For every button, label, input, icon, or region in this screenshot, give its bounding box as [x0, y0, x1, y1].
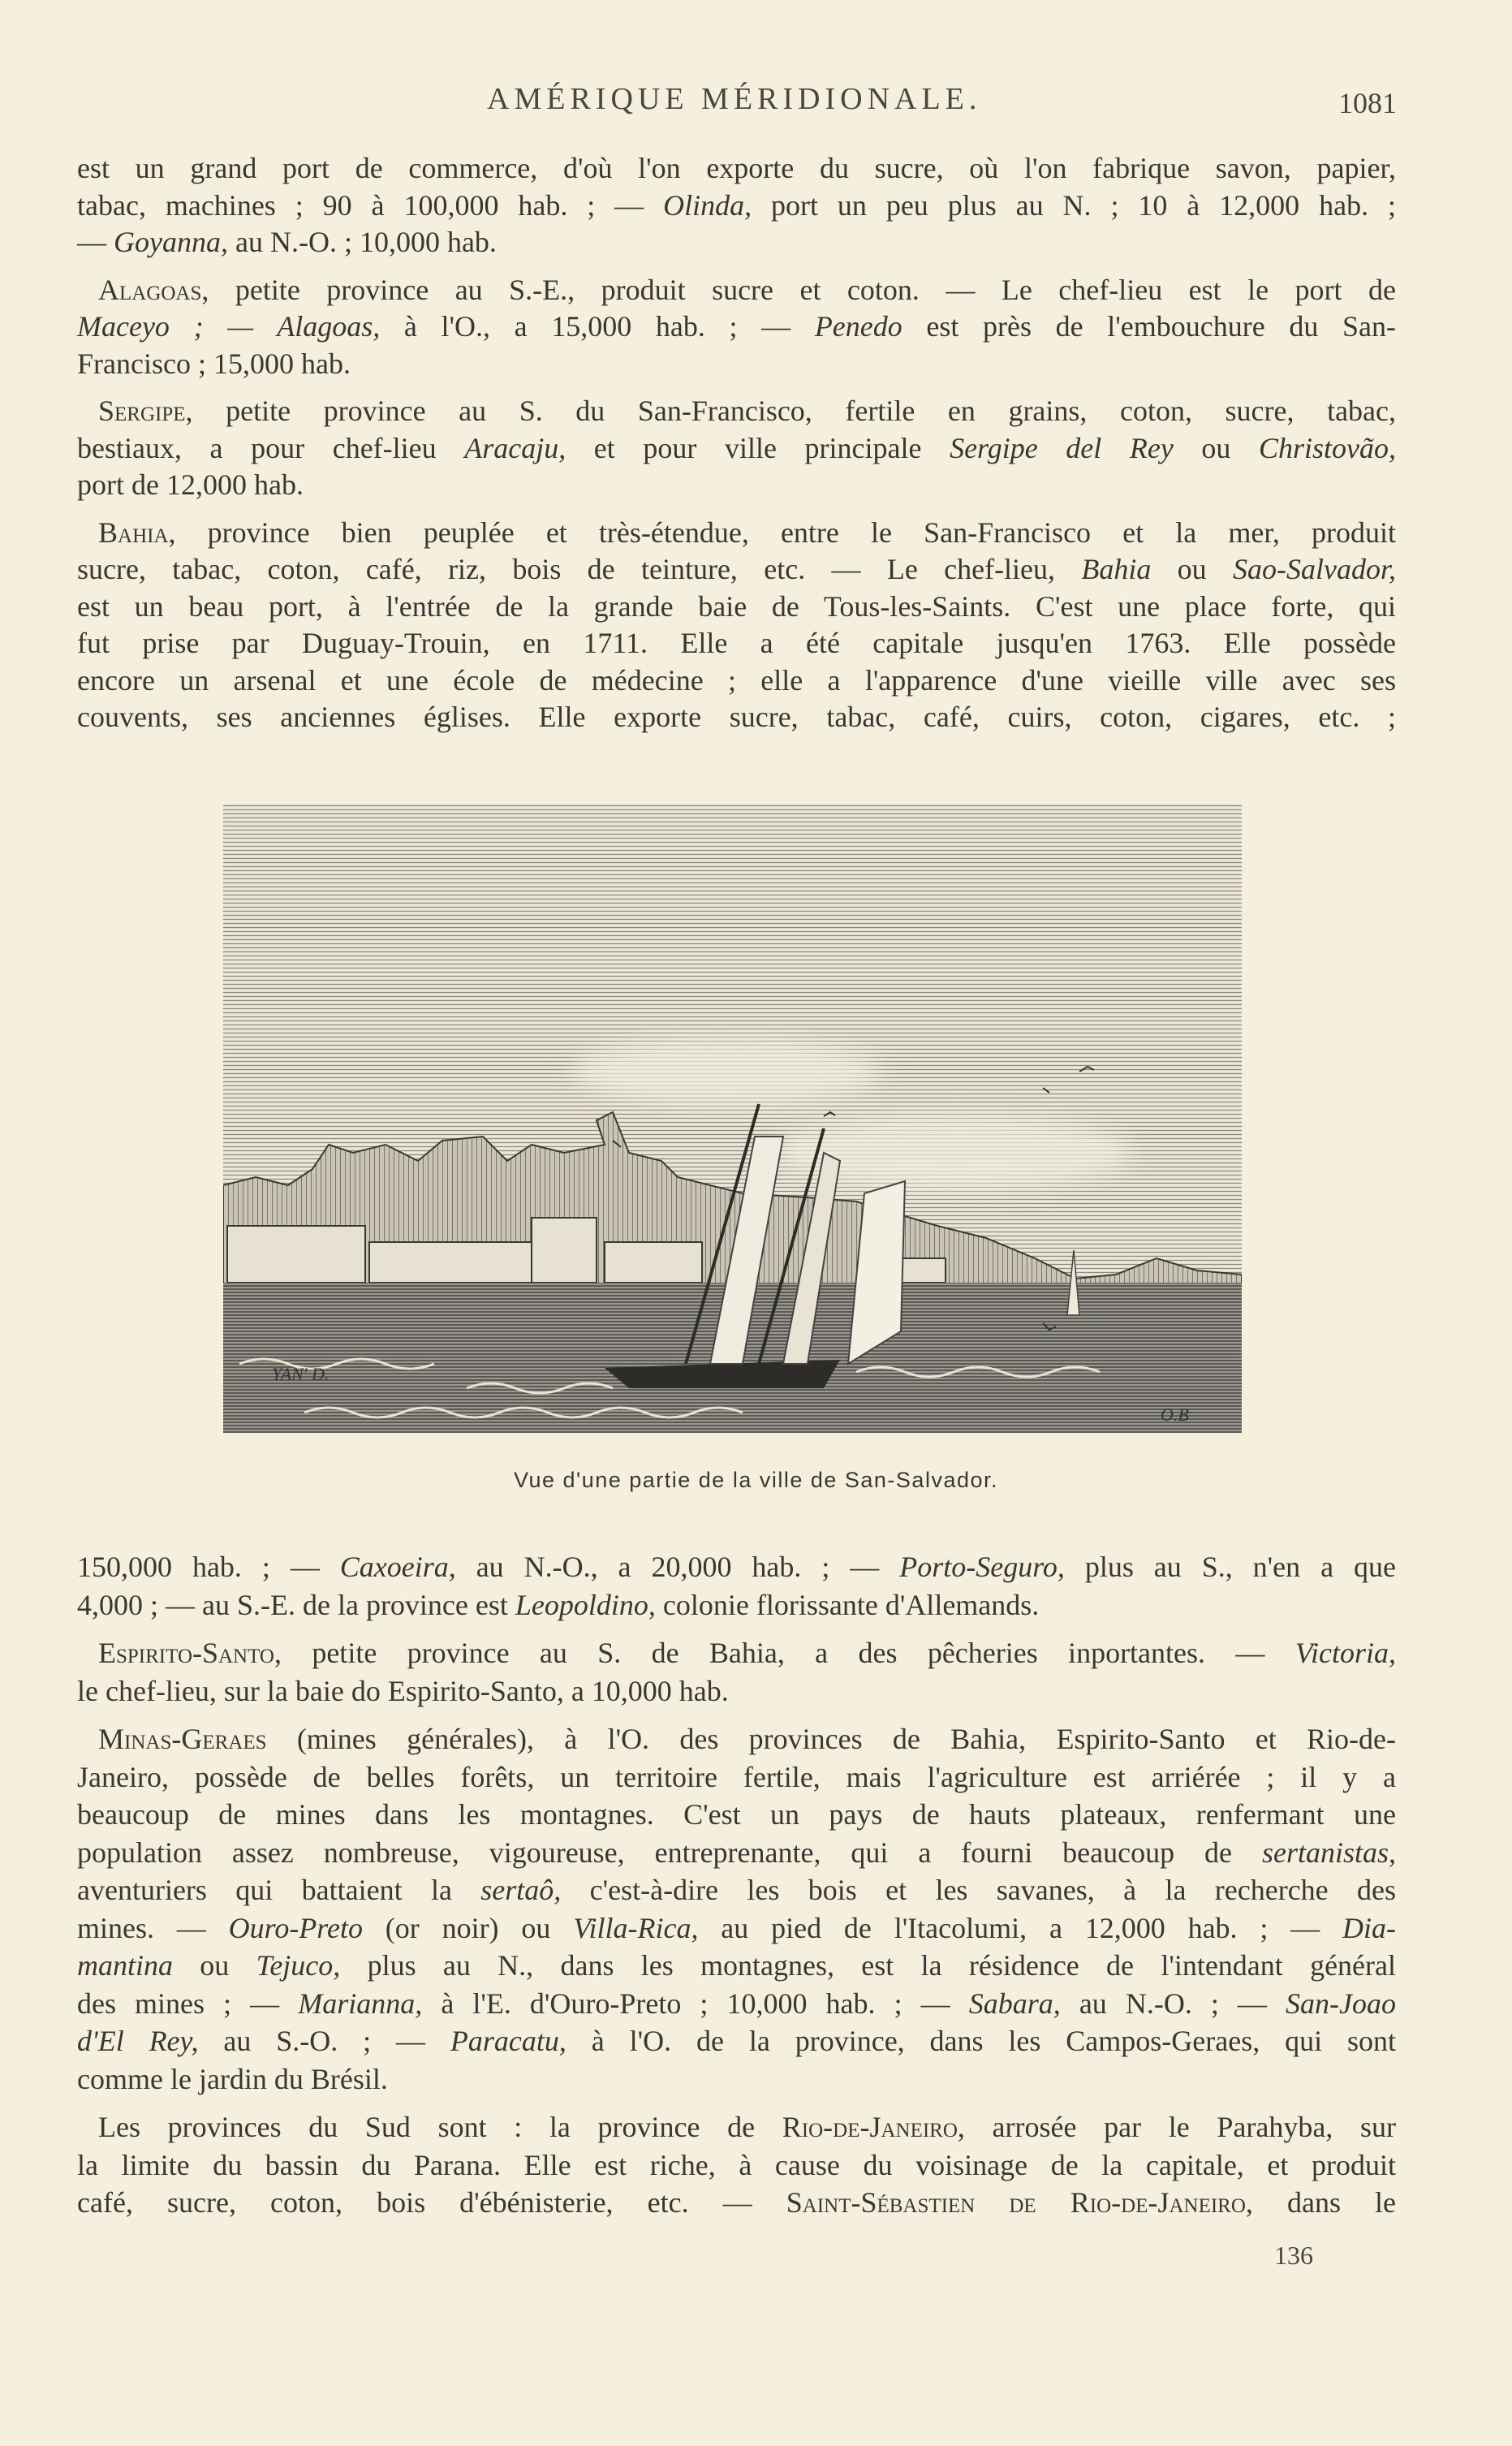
engraving-illustration [223, 804, 1242, 1433]
text-line [77, 393, 1396, 430]
text-run: au S.-O. ; — [198, 2025, 450, 2057]
text-run: , petite province au S. du San-Francisco, fertile en grains, coton, sucre, tabac, [185, 395, 1396, 427]
italic-place-name: Villa-Rica, [573, 1911, 699, 1944]
text-line [77, 625, 1396, 662]
text-run: colonie florissante d'Allemands. [655, 1588, 1040, 1621]
figure-caption: Vue d'une partie de la ville de San-Salvador. [513, 1468, 998, 1492]
text-run: Les provinces du Sud sont : la province de [98, 2111, 782, 2143]
text-run: des mines ; — [77, 1987, 299, 2020]
text-line [77, 515, 1396, 552]
text-line [77, 467, 1396, 504]
text-run: est un beau port, à l'entrée de la grande baie de Tous-les-Saints. C'est une place forte, qui [77, 589, 1396, 623]
italic-place-name: Bahia [1081, 553, 1152, 585]
italic-place-name: Goyanna, [114, 226, 228, 258]
text-run: 150,000 hab. ; — [77, 1551, 340, 1583]
text-line [77, 2146, 1396, 2185]
text-line [77, 1947, 1396, 1985]
text-run: est près de l'embouchure du San- [902, 310, 1396, 343]
text-run: ou [1151, 553, 1233, 585]
text-line [77, 1985, 1396, 2023]
text-run: à l'E. d'Ouro-Preto ; 10,000 hab. ; — [422, 1987, 969, 2020]
italic-place-name: Porto-Seguro, [899, 1551, 1065, 1583]
italic-place-name: Ouro-Preto [228, 1911, 363, 1944]
small-caps-province: Espirito-Santo [98, 1637, 274, 1669]
text-run: le chef-lieu, sur la baie do Espirito-Santo, a 10,000 hab. [77, 1674, 729, 1707]
text-run: , arrosée par le Parahyba, sur [957, 2111, 1396, 2143]
text-run: plus au N., dans les montagnes, est la résidence de l'intendant général [340, 1949, 1396, 1982]
text-line [77, 1672, 1396, 1710]
text-run: beaucoup de mines dans les montagnes. C'est un pays de hauts plateaux, renfermant une [77, 1798, 1396, 1831]
text-run: , province bien peuplée et très-étendue, entre le San-Francisco et la mer, produit [168, 516, 1396, 549]
text-run: couvents, ses anciennes églises. Elle exporte sucre, tabac, café, cuirs, coton, cigares, etc. ; [77, 701, 1396, 733]
italic-place-name: Marianna, [298, 1987, 423, 2020]
paragraph [77, 515, 1396, 736]
text-run: mines. — [77, 1911, 229, 1944]
text-run: — [77, 226, 114, 258]
small-caps-province: Bahia [98, 516, 169, 549]
paragraph [77, 272, 1396, 383]
text-line [77, 272, 1396, 309]
italic-place-name: Victoria, [1294, 1637, 1396, 1669]
italic-place-name: sertanistas, [1261, 1836, 1396, 1869]
text-run: au pied de l'Itacolumi, a 12,000 hab. ; — [698, 1911, 1342, 1944]
text-run: sucre, tabac, coton, café, riz, bois de teinture, etc. — Le chef-lieu, [77, 553, 1082, 585]
text-run: 4,000 ; — au S.-E. de la province est [77, 1588, 515, 1621]
text-run: port un peu plus au N. ; 10 à 12,000 hab. ; [752, 188, 1396, 222]
text-run: port de 12,000 hab. [77, 468, 304, 501]
text-line [77, 1871, 1396, 1909]
text-run: à l'O. de la province, dans les Campos-Geraes, qui sont [566, 2025, 1396, 2057]
paragraph [77, 1634, 1396, 1710]
paragraph [77, 2108, 1396, 2222]
text-run: au N.-O., a 20,000 hab. ; — [455, 1551, 900, 1583]
text-run: Francisco ; 15,000 hab. [77, 347, 351, 380]
page-number: 1081 [1338, 87, 1397, 119]
text-run: , petite province au S.-E., produit sucre et coton. — Le chef-lieu est le port de [201, 273, 1396, 306]
text-run: (mines générales), à l'O. des provinces de Bahia, Espirito-Santo et Rio-de- [266, 1723, 1396, 1755]
engraver-credit-left: YAN' D. [272, 1364, 330, 1384]
text-line [77, 1834, 1396, 1872]
text-line [77, 188, 1396, 225]
text-run: au N.-O. ; — [1060, 1987, 1286, 2020]
text-line [77, 589, 1396, 626]
text-run: population assez nombreuse, vigoureuse, entreprenante, qui a fourni beaucoup de [77, 1836, 1262, 1869]
italic-place-name: Dia- [1342, 1911, 1396, 1944]
paragraph [77, 1548, 1396, 1624]
text-line [77, 308, 1396, 346]
text-run: la limite du bassin du Parana. Elle est riche, à cause du voisinage de la capitale, et produit [77, 2148, 1396, 2181]
text-line [77, 1720, 1396, 1758]
paragraph [77, 1720, 1396, 2098]
text-line [77, 430, 1396, 468]
text-line [77, 150, 1396, 188]
italic-place-name: sertaô, [480, 1874, 562, 1906]
running-header [0, 81, 1512, 122]
text-run: , dans le [1245, 2186, 1397, 2219]
text-run: c'est-à-dire les bois et les savanes, à la recherche des [561, 1874, 1397, 1906]
text-run: aventuriers qui battaient la [77, 1874, 481, 1906]
text-line [77, 2022, 1396, 2060]
engraver-credit-right: O.B [1161, 1404, 1189, 1425]
italic-place-name: Sabara, [968, 1987, 1061, 2020]
italic-place-name: San-Joao [1286, 1987, 1397, 2020]
italic-place-name: Maceyo ; — Alagoas, [77, 310, 381, 343]
italic-place-name: Christovão, [1259, 431, 1397, 464]
text-line [77, 662, 1396, 700]
text-block-top [77, 150, 1396, 747]
text-run: comme le jardin du Brésil. [77, 2062, 388, 2095]
text-run: Janeiro, possède de belles forêts, un territoire fertile, mais l'agriculture est arriérée ; il y a [77, 1760, 1396, 1793]
italic-place-name: Sergipe del Rey [950, 431, 1174, 464]
small-caps-province: Saint-Sébastien de Rio-de-Janeiro [786, 2186, 1246, 2219]
text-line [77, 1909, 1396, 1948]
italic-place-name: mantina [77, 1949, 174, 1982]
small-caps-province: Alagoas [98, 273, 202, 306]
text-run: fut prise par Duguay-Trouin, en 1711. Elle a été capitale jusqu'en 1763. Elle possède [77, 627, 1396, 659]
text-run: , petite province au S. de Bahia, a des pêcheries inportantes. — [274, 1637, 1295, 1669]
text-run: (or noir) ou [362, 1911, 574, 1944]
text-line [77, 1758, 1396, 1797]
small-caps-province: Rio-de-Janeiro [782, 2111, 958, 2143]
running-title: AMÉRIQUE MÉRIDIONALE. [487, 82, 982, 116]
text-line [77, 346, 1396, 383]
text-run: ou [173, 1949, 256, 1982]
text-block-bottom [77, 1548, 1396, 2232]
text-run: tabac, machines ; 90 à 100,000 hab. ; — [77, 188, 664, 222]
text-run: plus au S., n'en a que [1064, 1551, 1396, 1583]
text-line [77, 551, 1396, 589]
text-run: ou [1173, 431, 1259, 464]
italic-place-name: Sao-Salvador, [1233, 553, 1396, 585]
text-run: et pour ville principale [566, 431, 950, 464]
text-line [77, 1586, 1396, 1624]
italic-place-name: d'El Rey, [77, 2025, 199, 2057]
italic-place-name: Paracatu, [450, 2025, 566, 2057]
text-run: café, sucre, coton, bois d'ébénisterie, etc. — [77, 2186, 786, 2219]
paragraph [77, 393, 1396, 504]
text-line [77, 224, 1396, 261]
text-run: est un grand port de commerce, d'où l'on exporte du sucre, où l'on fabrique savon, papier, [77, 152, 1396, 184]
text-line [77, 2060, 1396, 2099]
text-run: au N.-O. ; 10,000 hab. [227, 226, 497, 258]
text-run: encore un arsenal et une école de médecine ; elle a l'apparence d'une vieille ville avec ses [77, 663, 1396, 697]
small-caps-province: Sergipe [98, 395, 186, 427]
text-line [77, 1796, 1396, 1834]
text-line [77, 1634, 1396, 1672]
italic-place-name: Tejuco, [256, 1949, 341, 1982]
text-run: bestiaux, a pour chef-lieu [77, 431, 465, 464]
italic-place-name: Olinda, [663, 188, 752, 222]
text-line [77, 699, 1396, 736]
italic-place-name: Caxoeira, [339, 1551, 456, 1583]
italic-place-name: Penedo [814, 310, 902, 343]
paragraph [77, 150, 1396, 261]
italic-place-name: Aracaju, [464, 431, 566, 464]
small-caps-province: Minas-Geraes [98, 1723, 267, 1755]
signature-mark: 136 [1274, 2241, 1313, 2270]
engraving-san-salvador [223, 804, 1242, 1433]
text-line [77, 1548, 1396, 1586]
text-line [77, 2108, 1396, 2146]
italic-place-name: Leopoldino, [515, 1588, 656, 1621]
text-line [77, 2184, 1396, 2222]
text-run: à l'O., a 15,000 hab. ; — [380, 310, 815, 343]
